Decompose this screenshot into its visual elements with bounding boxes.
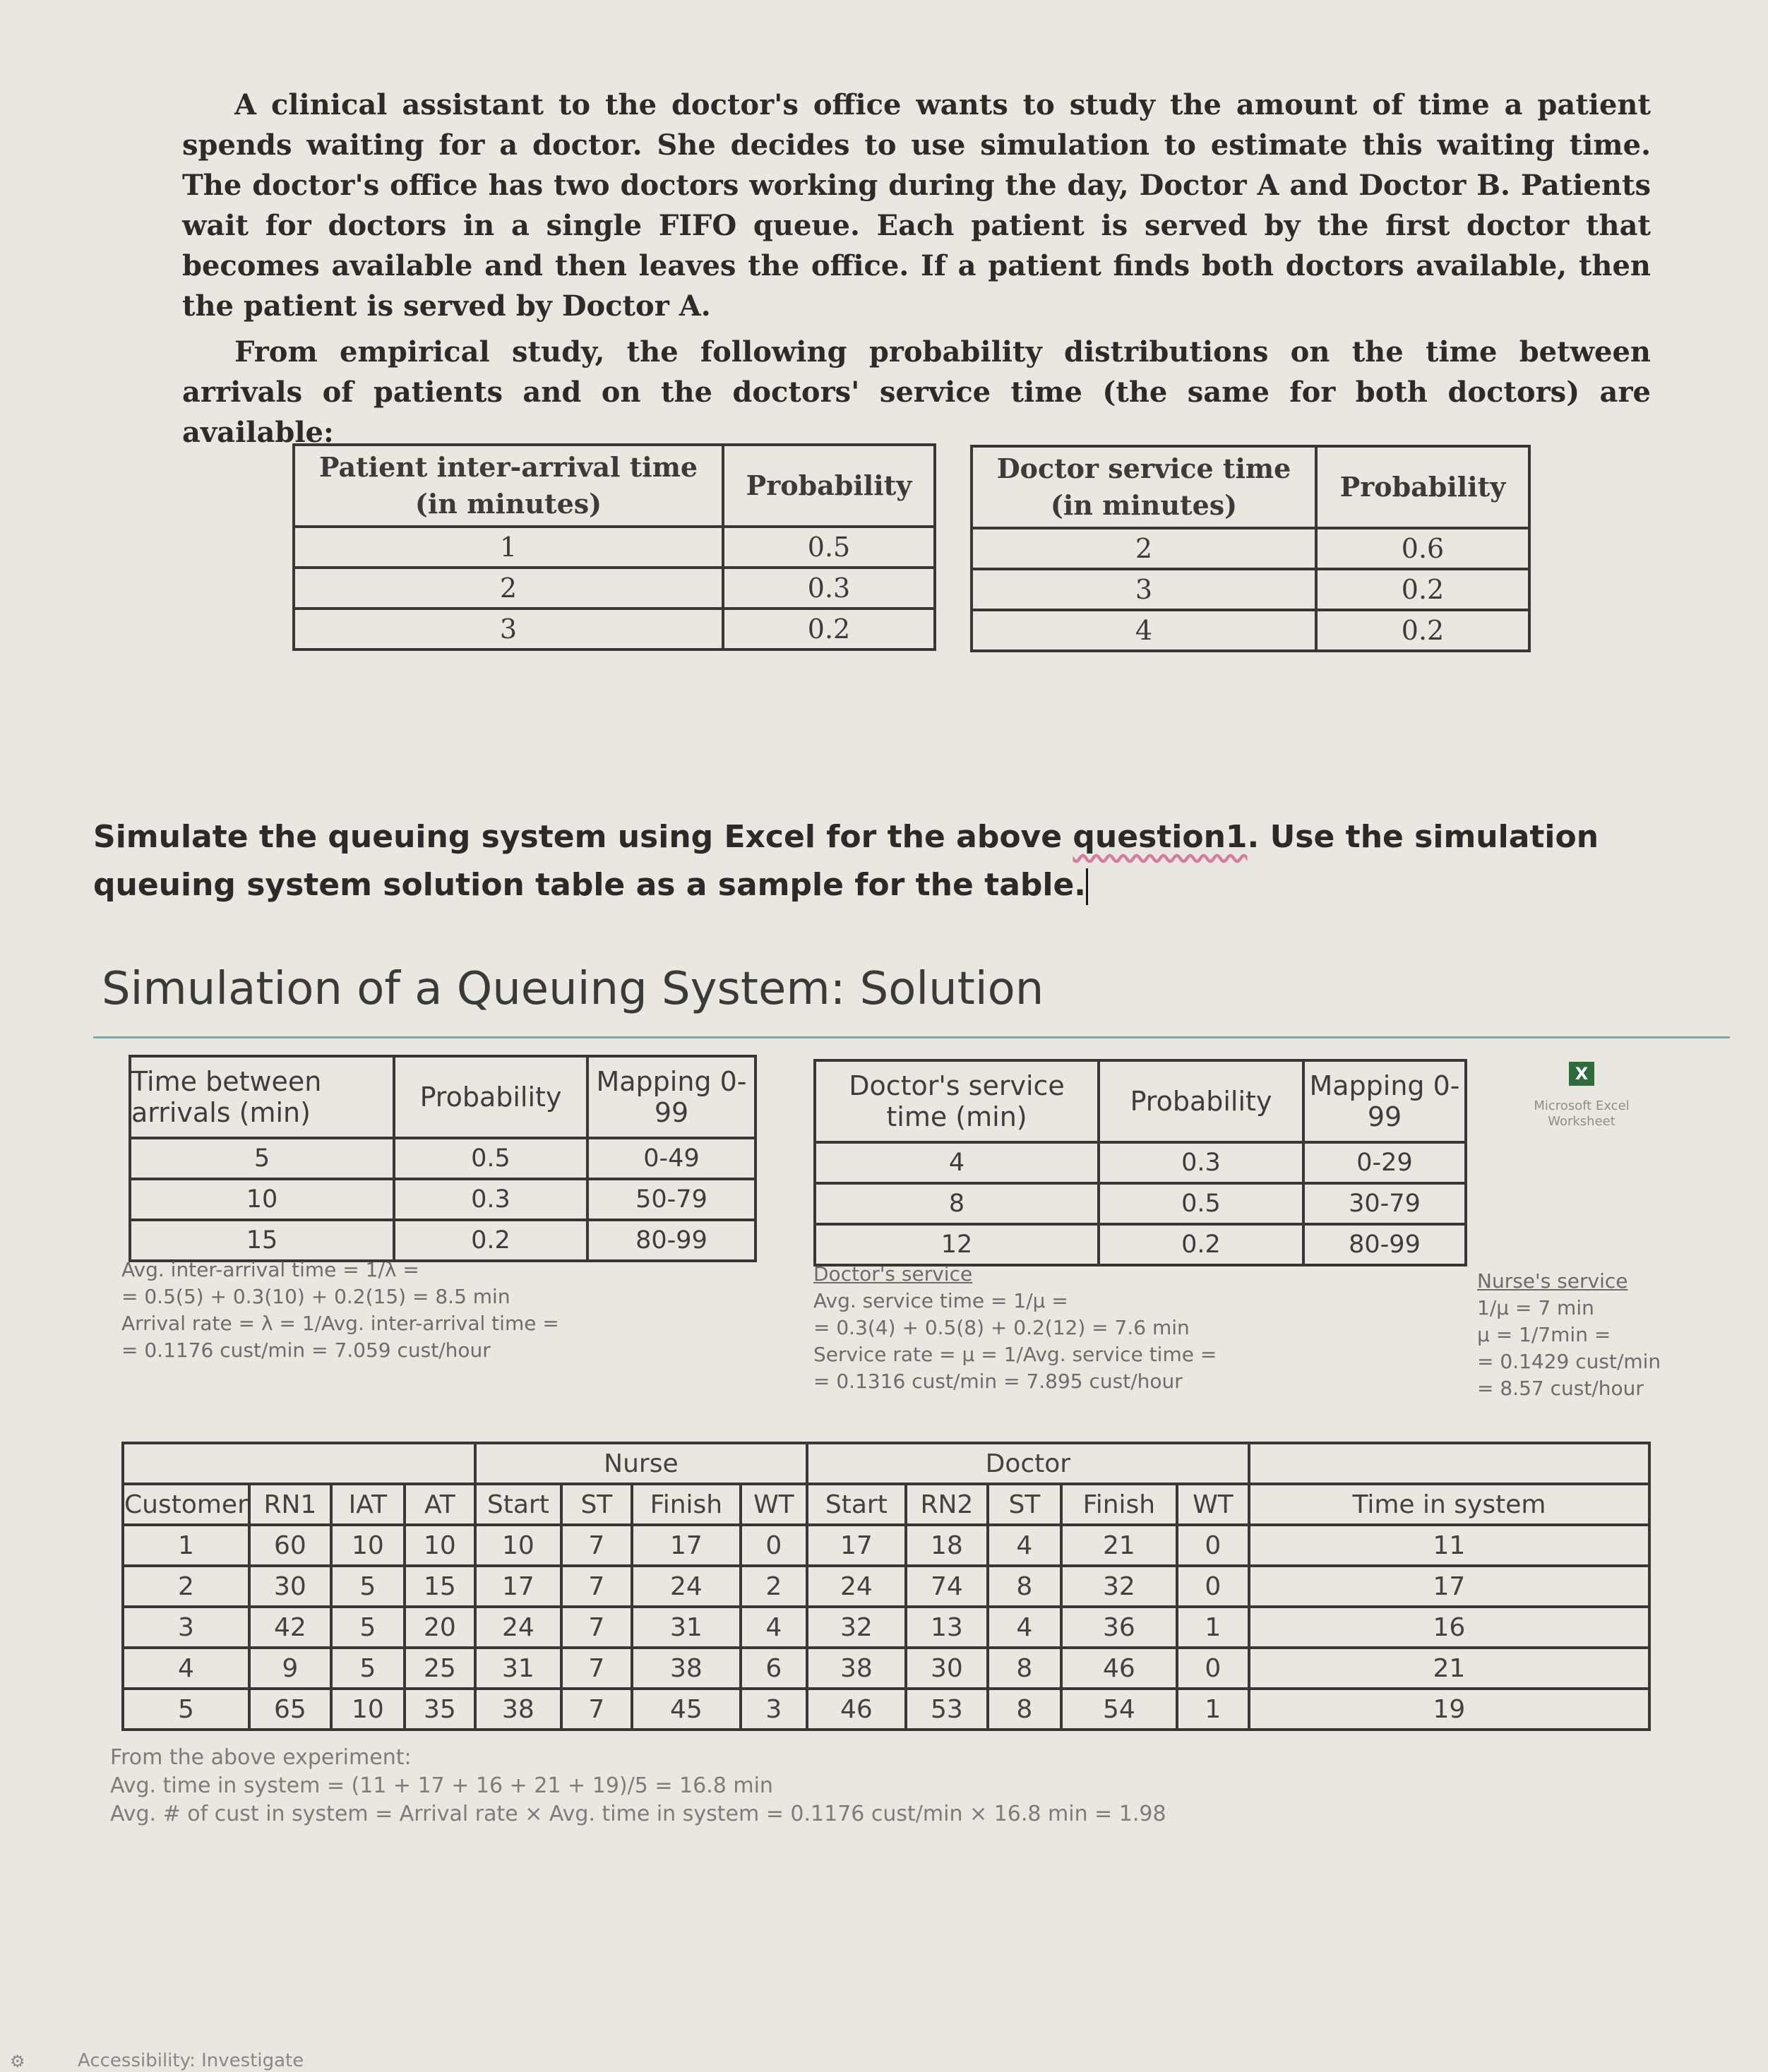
excel-object-label: Microsoft Excel Worksheet [1534, 1098, 1630, 1129]
header-doctor-service-time: Doctor's service time (min) [815, 1060, 1099, 1142]
table-cell: 7 [561, 1525, 632, 1566]
table-cell: 21 [1249, 1648, 1649, 1689]
table-row [123, 1648, 1649, 1689]
table-cell: 5 [331, 1607, 405, 1648]
table-cell: 6 [741, 1648, 807, 1689]
table-cell: 46 [1061, 1648, 1177, 1689]
header-interarrival: Patient inter-arrival time (in minutes) [294, 445, 723, 527]
doctor-notes: Doctor's service Avg. service time = 1/μ = = 0.3(4) + 0.5(8) + 0.2(12) = 7.6 min Service rate = μ = 1/Avg. service time = = 0.1316 cust/min = 7.895 cust/hour [813, 1262, 1217, 1393]
header-time-between-arrivals: Time between arrivals (min) [130, 1056, 394, 1138]
column-header-row [123, 1484, 1649, 1525]
table-cell: 17 [632, 1525, 741, 1566]
text-cursor [1086, 868, 1088, 905]
table-cell: 38 [632, 1648, 741, 1689]
cell: 30-79 [1303, 1183, 1466, 1224]
table-cell: 10 [405, 1525, 475, 1566]
col-doctor-st: ST [988, 1484, 1061, 1525]
header-probability: Probability [394, 1056, 587, 1138]
table-cell: 38 [807, 1648, 906, 1689]
cell: 0.3 [723, 568, 935, 609]
table-cell: 18 [906, 1525, 988, 1566]
table-cell: 36 [1061, 1607, 1177, 1648]
solution-arrival-table [129, 1055, 757, 1262]
table-cell: 24 [807, 1566, 906, 1607]
cell: 0.2 [1316, 569, 1529, 610]
table-cell: 7 [561, 1607, 632, 1648]
status-bar[interactable] [0, 2049, 1768, 2072]
table-cell: 4 [741, 1607, 807, 1648]
table-cell: 74 [906, 1566, 988, 1607]
cell: 8 [815, 1183, 1099, 1224]
blank-group-cell [1249, 1443, 1649, 1484]
table-cell: 4 [988, 1607, 1061, 1648]
table-cell: 24 [475, 1607, 561, 1648]
cell: 0.2 [1316, 610, 1529, 651]
table-cell: 42 [249, 1607, 331, 1648]
table-cell: 11 [1249, 1525, 1649, 1566]
title-rule [93, 1036, 1730, 1038]
col-at: AT [405, 1484, 475, 1525]
table-cell: 8 [988, 1566, 1061, 1607]
table-cell: 2 [123, 1566, 249, 1607]
queue-table-body [123, 1525, 1649, 1730]
table-cell: 16 [1249, 1607, 1649, 1648]
cell: 0.5 [1099, 1183, 1303, 1224]
table-cell: 0 [1177, 1525, 1249, 1566]
col-doctor-start: Start [807, 1484, 906, 1525]
table-cell: 4 [988, 1525, 1061, 1566]
table-cell: 20 [405, 1607, 475, 1648]
problem-paragraph-2: From empirical study, the following probability distributions on the time between arrivals of patients and on the doctors' service time (the same for both doctors) are available: [182, 335, 1651, 449]
table-cell: 60 [249, 1525, 331, 1566]
col-time-in-system: Time in system [1249, 1484, 1649, 1525]
spellcheck-word: question1 [1073, 819, 1248, 855]
table-cell: 8 [988, 1648, 1061, 1689]
cell: 4 [972, 610, 1316, 651]
table-cell: 2 [741, 1566, 807, 1607]
table-cell: 38 [475, 1689, 561, 1730]
instruction-line-2: queuing system solution table as a sample for the table. [93, 861, 1647, 909]
table-cell: 17 [807, 1525, 906, 1566]
excel-worksheet-object[interactable] [1518, 1059, 1645, 1172]
table-cell: 30 [249, 1566, 331, 1607]
table-cell: 3 [123, 1607, 249, 1648]
cell: 0.2 [723, 609, 935, 649]
conclusion-notes: From the above experiment: Avg. time in system = (11 + 17 + 16 + 21 + 19)/5 = 16.8 min Avg. # of cust in system = Arrival rate × Avg. time in system = 0.1176 cust/min × 16.8 min = 1.98 [110, 1745, 1166, 1826]
cell: 1 [294, 527, 723, 568]
table-cell: 10 [331, 1525, 405, 1566]
col-doctor-finish: Finish [1061, 1484, 1177, 1525]
table-cell: 32 [807, 1607, 906, 1648]
table-cell: 19 [1249, 1689, 1649, 1730]
table-cell: 7 [561, 1648, 632, 1689]
table-cell: 8 [988, 1689, 1061, 1730]
cell: 0-29 [1303, 1142, 1466, 1183]
table-cell: 5 [331, 1566, 405, 1607]
table-cell: 45 [632, 1689, 741, 1730]
col-rn2: RN2 [906, 1484, 988, 1525]
cell: 2 [972, 528, 1316, 569]
cell: 12 [815, 1224, 1099, 1265]
table-cell: 7 [561, 1566, 632, 1607]
header-mapping: Mapping 0-99 [587, 1056, 755, 1138]
table-cell: 1 [123, 1525, 249, 1566]
cell: 0-49 [587, 1138, 755, 1179]
col-nurse-st: ST [561, 1484, 632, 1525]
table-cell: 5 [123, 1689, 249, 1730]
blank-group-cell [123, 1443, 475, 1484]
table-row [123, 1566, 1649, 1607]
cell: 0.2 [394, 1220, 587, 1261]
col-doctor-wt: WT [1177, 1484, 1249, 1525]
table-cell: 7 [561, 1689, 632, 1730]
cell: 0.5 [394, 1138, 587, 1179]
cell: 2 [294, 568, 723, 609]
nurse-notes: Nurse's service 1/μ = 7 min μ = 1/7min = = 0.1429 cust/min = 8.57 cust/hour [1477, 1269, 1661, 1400]
table-cell: 17 [1249, 1566, 1649, 1607]
doctor-service-table [970, 445, 1531, 652]
table-cell: 10 [475, 1525, 561, 1566]
table-cell: 5 [331, 1648, 405, 1689]
table-cell: 31 [632, 1607, 741, 1648]
col-iat: IAT [331, 1484, 405, 1525]
table-cell: 25 [405, 1648, 475, 1689]
table-cell: 17 [475, 1566, 561, 1607]
cell: 0.3 [394, 1179, 587, 1220]
table-cell: 24 [632, 1566, 741, 1607]
table-cell: 3 [741, 1689, 807, 1730]
accessibility-status[interactable]: Accessibility: Investigate [78, 2050, 304, 2071]
table-cell: 54 [1061, 1689, 1177, 1730]
table-cell: 31 [475, 1648, 561, 1689]
group-header-doctor: Doctor [807, 1443, 1249, 1484]
cell: 15 [130, 1220, 394, 1261]
cell: 0.6 [1316, 528, 1529, 569]
cell: 3 [972, 569, 1316, 610]
cell: 0.5 [723, 527, 935, 568]
accessibility-icon: ⚙ [10, 2052, 25, 2071]
table-cell: 4 [123, 1648, 249, 1689]
table-cell: 65 [249, 1689, 331, 1730]
header-mapping: Mapping 0-99 [1303, 1060, 1466, 1142]
col-customer: Customer [123, 1484, 249, 1525]
instruction-line-1: Simulate the queuing system using Excel for the above question1. Use the simulation [93, 819, 1599, 855]
table-cell: 0 [741, 1525, 807, 1566]
cell: 10 [130, 1179, 394, 1220]
group-header-nurse: Nurse [475, 1443, 807, 1484]
col-nurse-finish: Finish [632, 1484, 741, 1525]
patient-interarrival-table [292, 443, 936, 651]
table-cell: 21 [1061, 1525, 1177, 1566]
cell: 80-99 [587, 1220, 755, 1261]
cell: 0.2 [1099, 1224, 1303, 1265]
solution-title: Simulation of a Queuing System: Solution [102, 963, 1044, 1015]
table-row [123, 1607, 1649, 1648]
col-rn1: RN1 [249, 1484, 331, 1525]
cell: 4 [815, 1142, 1099, 1183]
table-cell: 30 [906, 1648, 988, 1689]
table-row [123, 1525, 1649, 1566]
table-cell: 0 [1177, 1566, 1249, 1607]
table-cell: 53 [906, 1689, 988, 1730]
header-probability: Probability [1099, 1060, 1303, 1142]
instruction-text[interactable] [93, 813, 1647, 909]
cell: 5 [130, 1138, 394, 1179]
table-cell: 9 [249, 1648, 331, 1689]
table-cell: 46 [807, 1689, 906, 1730]
table-cell: 1 [1177, 1689, 1249, 1730]
col-nurse-start: Start [475, 1484, 561, 1525]
problem-paragraph-1: A clinical assistant to the doctor's office wants to study the amount of time a patient spends waiting for a doctor. She decides to use simulation to estimate this waiting time. The doctor's office has two doctors working during the day, Doctor A and Doctor B. Patients wait for doctors in a single FIFO queue. Each patient is served by the first doctor that becomes available and then leaves the office. If a patient finds both doctors available, then the patient is served by Doctor A. [182, 88, 1651, 323]
table-cell: 35 [405, 1689, 475, 1730]
arrival-notes: Avg. inter-arrival time = 1/λ = = 0.5(5) + 0.3(10) + 0.2(15) = 8.5 min Arrival rate = λ = 1/Avg. inter-arrival time = = 0.1176 cust/min = 7.059 cust/hour [121, 1258, 559, 1362]
header-service-time: Doctor service time (in minutes) [972, 446, 1316, 528]
queue-simulation-table [121, 1442, 1651, 1731]
cell: 3 [294, 609, 723, 649]
cell: 80-99 [1303, 1224, 1466, 1265]
solution-service-table [813, 1059, 1467, 1266]
table-cell: 10 [331, 1689, 405, 1730]
cell: 50-79 [587, 1179, 755, 1220]
table-cell: 15 [405, 1566, 475, 1607]
header-probability: Probability [723, 445, 935, 527]
table-cell: 0 [1177, 1648, 1249, 1689]
table-row [123, 1689, 1649, 1730]
cell: 0.3 [1099, 1142, 1303, 1183]
table-cell: 1 [1177, 1607, 1249, 1648]
col-nurse-wt: WT [741, 1484, 807, 1525]
table-cell: 13 [906, 1607, 988, 1648]
excel-icon: X [1569, 1062, 1594, 1086]
table-cell: 32 [1061, 1566, 1177, 1607]
header-probability: Probability [1316, 446, 1529, 528]
